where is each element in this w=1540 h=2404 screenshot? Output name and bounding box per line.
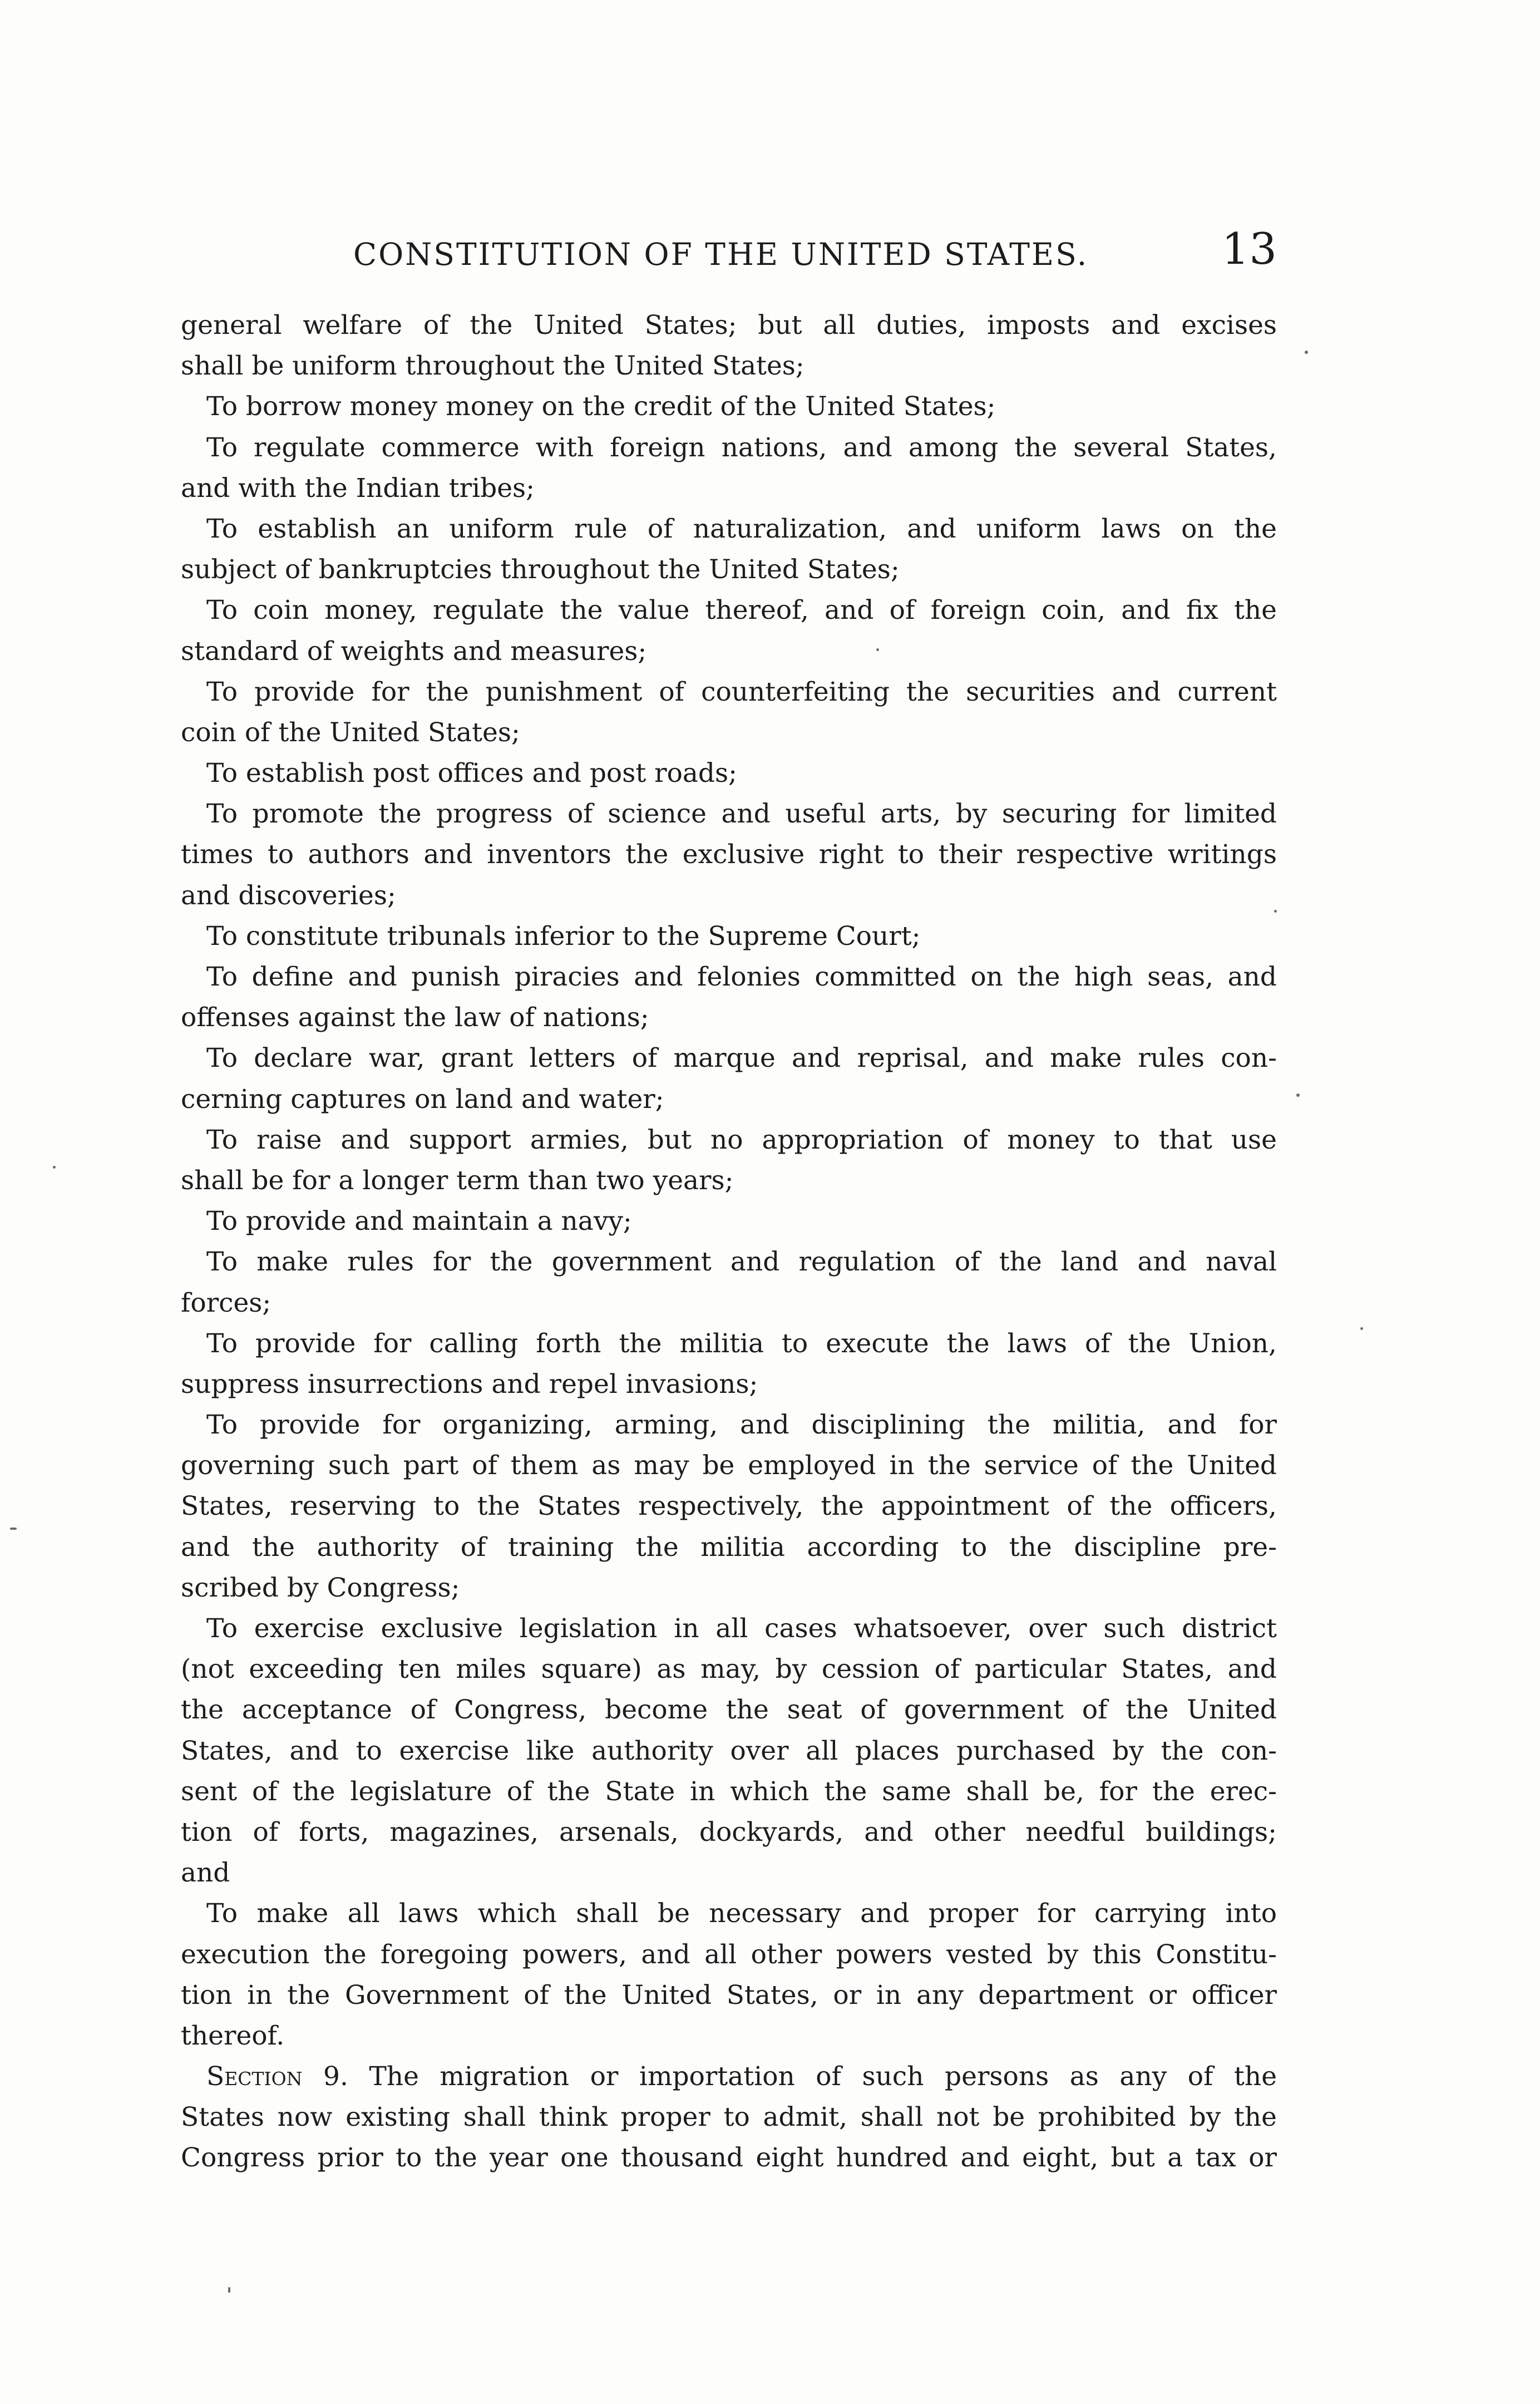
text-line: To define and punish piracies and felonies committed on the high seas, and — [206, 962, 1277, 992]
text-line: coin of the United States; — [181, 717, 520, 748]
text-line: To raise and support armies, but no appropriation of money to that use — [206, 1124, 1277, 1155]
text-line: (not exceeding ten miles square) as may, by cession of particular States, and — [181, 1654, 1277, 1685]
scan-speck — [1305, 351, 1308, 354]
scan-speck — [10, 1528, 17, 1530]
scan-speck — [1296, 1093, 1300, 1097]
text-line: governing such part of them as may be employed in the service of the United — [181, 1450, 1277, 1481]
text-line: and discoveries; — [181, 880, 396, 911]
text-line: sent of the legislature of the State in which the same shall be, for the erec- — [181, 1776, 1277, 1807]
scan-speck — [1274, 910, 1277, 913]
text-line: times to authors and inventors the exclusive right to their respective writings — [181, 839, 1277, 870]
scan-speck — [1360, 1327, 1363, 1330]
section-label: Section 9. — [206, 2061, 348, 2092]
text-line: To establish an uniform rule of naturalization, and uniform laws on the — [206, 513, 1277, 544]
text-line: To regulate commerce with foreign nations, and among the several States, — [206, 432, 1277, 463]
text-line: execution the foregoing powers, and all other powers vested by this Constitu- — [181, 1939, 1277, 1970]
text-line: tion in the Government of the United States, or in any department or officer — [181, 1979, 1277, 2011]
text-line: To provide for organizing, arming, and disciplining the militia, and for — [206, 1410, 1277, 1441]
scan-speck — [53, 1166, 56, 1169]
text-line: cerning captures on land and water; — [181, 1083, 664, 1115]
text-line: To borrow money money on the credit of the United States; — [206, 391, 996, 422]
text-line: To establish post offices and post roads; — [206, 758, 737, 789]
scan-speck — [228, 2287, 230, 2293]
page-number: 13 — [1221, 224, 1277, 274]
text-line: and the authority of training the militia according to the discipline pre- — [181, 1531, 1277, 1563]
text-line: offenses against the law of nations; — [181, 1002, 649, 1033]
text-line: shall be uniform throughout the United States; — [181, 351, 804, 382]
text-line: and — [181, 1858, 230, 1889]
text-line: To provide for calling forth the militia to execute the laws of the Union, — [206, 1328, 1277, 1359]
body-text — [181, 305, 1277, 2179]
text-line: To provide and maintain a navy; — [206, 1206, 632, 1237]
text-line: To declare war, grant letters of marque and reprisal, and make rules con- — [206, 1043, 1277, 1074]
text-line: To make all laws which shall be necessary and proper for carrying into — [206, 1898, 1277, 1929]
text-line: To make rules for the government and regulation of the land and naval — [206, 1247, 1277, 1278]
running-title: CONSTITUTION OF THE UNITED STATES. — [353, 237, 1089, 272]
section-9-text: The migration or importation of such persons as any of the — [369, 2061, 1277, 2092]
text-line: To provide for the punishment of counterfeiting the securities and current — [206, 676, 1277, 707]
text-line: subject of bankruptcies throughout the United States; — [181, 554, 900, 585]
text-line: To exercise exclusive legislation in all cases whatsoever, over such district — [206, 1613, 1277, 1644]
text-line: forces; — [181, 1287, 272, 1318]
text-line: the acceptance of Congress, become the seat of government of the United — [181, 1694, 1277, 1726]
text-line: general welfare of the United States; but all duties, imposts and excises — [181, 310, 1277, 341]
text-line: To coin money, regulate the value thereof, and of foreign coin, and fix the — [206, 595, 1277, 626]
text-line: tion of forts, magazines, arsenals, dockyards, and other needful buildings; — [181, 1816, 1277, 1848]
section-9-first-line — [181, 2056, 1277, 2097]
text-line: To promote the progress of science and useful arts, by securing for limited — [206, 799, 1277, 830]
text-line: thereof. — [181, 2020, 285, 2051]
text-line: Congress prior to the year one thousand eight hundred and eight, but a tax or — [181, 2142, 1277, 2174]
page-header — [181, 220, 1277, 287]
text-line: suppress insurrections and repel invasions; — [181, 1368, 758, 1400]
text-line: States now existing shall think proper to admit, shall not be prohibited by the — [181, 2102, 1277, 2133]
text-line: States, and to exercise like authority over all places purchased by the con- — [181, 1735, 1277, 1766]
text-line: standard of weights and measures; — [181, 636, 647, 667]
text-line: and with the Indian tribes; — [181, 472, 535, 504]
text-line: States, reserving to the States respectively, the appointment of the officers, — [181, 1491, 1277, 1522]
text-line: scribed by Congress; — [181, 1572, 460, 1603]
scan-speck — [876, 648, 879, 651]
text-line: To constitute tribunals inferior to the Supreme Court; — [206, 920, 921, 952]
text-line: shall be for a longer term than two years; — [181, 1165, 734, 1196]
